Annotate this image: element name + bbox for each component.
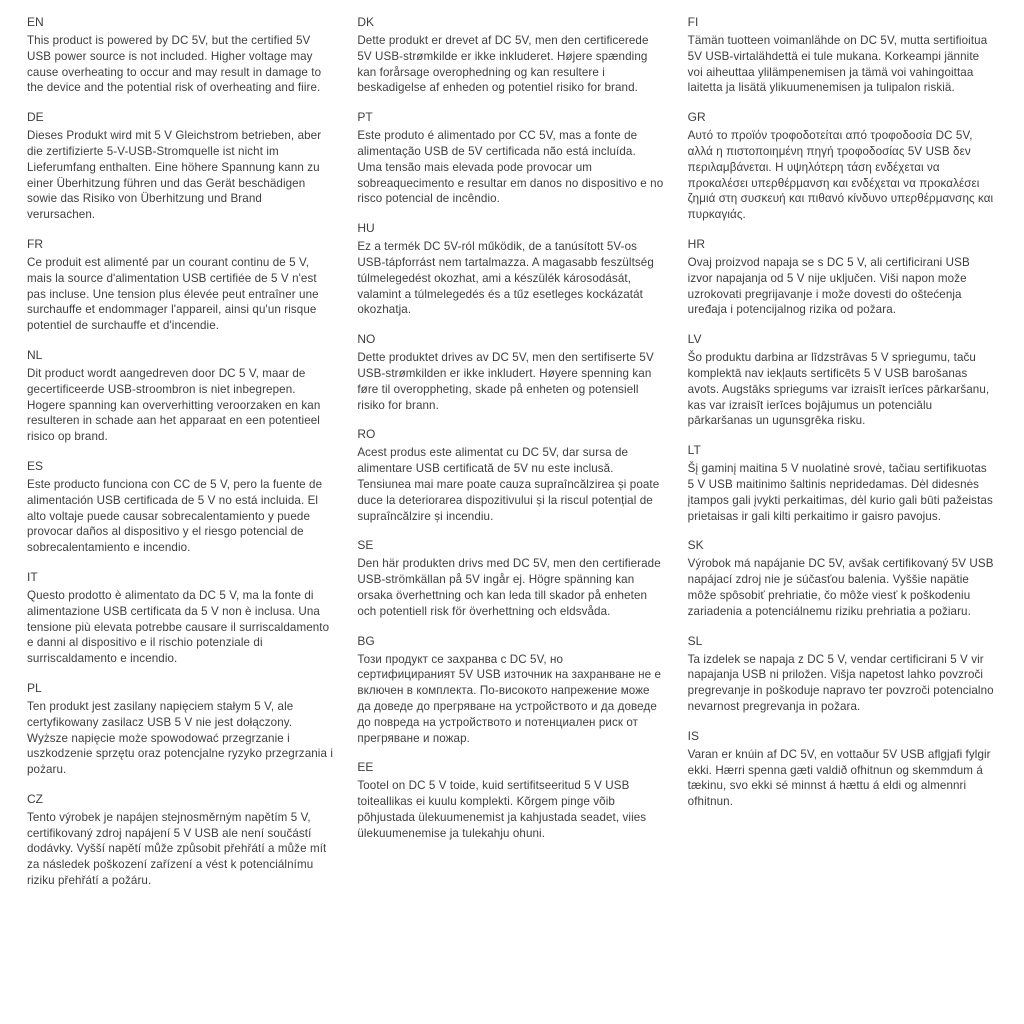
language-code: IS [687,728,699,743]
language-section-es [27,458,333,556]
language-text: Den här produkten drivs med DC 5V, men den certifierade USB-strömkällan på 5V ingår ej. Högre spänning kan orsaka överhettning och kan leda till skador på enheten och potentiell risk för överhettning och eldsvåda. [357,557,661,618]
language-code: SL [687,633,703,648]
language-section-ro [357,426,663,524]
language-code: CZ [27,791,43,806]
language-section-no [357,331,663,413]
language-text: Αυτό το προϊόν τροφοδοτείται από τροφοδοσία DC 5V, αλλά η πιστοποιημένη πηγή τροφοδοσίας 5V USB δεν περιλαμβάνεται. Η υψηλότερη τάση ενδέχεται να προκαλέσει υπερθέρμανση και ενδέχεται να προκαλέσει ζημιά στη συσκευή και πιθανό κίνδυνο υπερθέρμανσης και πυρκαγιάς. [687,129,994,222]
language-code: ES [27,458,44,473]
language-code: EN [27,15,44,29]
column-3 [688,14,994,902]
language-section-hu [357,220,663,318]
language-text: Tootel on DC 5 V toide, kuid sertifitseeritud 5 V USB toiteallikas ei kuulu komplekti. Kõrgem pinge võib põhjustada ülekuumenemist ja kahjustada seadet, viies ülekuumenemise ja tulekahju ohuni. [357,779,647,840]
language-text: Ta izdelek se napaja z DC 5 V, vendar certificirani 5 V vir napajanja USB ni priložen. Višja napetost lahko povzroči pregrevanje in poškoduje napravo ter povzroči potencialno nevarnost pregrevanja in požara. [687,652,994,713]
language-text: This product is powered by DC 5V, but the certified 5V USB power source is not included. Higher voltage may cause overheating to occur and may result in damage to the device and the potential risk of overheating and fiire. [27,34,322,95]
language-text: Questo prodotto è alimentato da DC 5 V, ma la fonte di alimentazione USB certificata da 5 V non è inclusa. Una tensione più elevata potrebbe causare il surriscaldamento e danni al dispositivo e il rischio potenziale di surriscaldamento e incendio. [27,588,330,666]
language-text: Acest produs este alimentat cu DC 5V, dar sursa de alimentare USB certificată de 5V nu este inclusă. Tensiunea mai mare poate cauza supraîncălzirea și poate duce la deteriorarea dispozitivului și la riscul potențial de supraîncălzire și incendiu. [357,446,660,523]
language-text: Dette produktet drives av DC 5V, men den sertifiserte 5V USB-strømkilden er ikke inkludert. Høyere spenning kan føre til overoppheting, skade på enheten og potensiell risiko for brann. [357,351,654,412]
language-section-nl [27,347,333,445]
language-code: SE [357,538,374,553]
language-section-fi [688,14,994,96]
language-code: GR [687,110,706,125]
language-text: Dit product wordt aangedreven door DC 5 V, maar de gecertificeerde USB-stroombron is niet inbegrepen. Hogere spanning kan oververhitting veroorzaken en kan resulteren in schade aan het apparaat en een potentieel risico op brand. [27,366,321,444]
language-section-bg [357,633,663,747]
language-section-cz [27,791,333,889]
column-2 [357,14,663,902]
language-code: FI [687,15,699,29]
language-columns [27,14,994,902]
language-code: NL [27,347,43,362]
language-text: Šį gaminį maitina 5 V nuolatinė srovė, tačiau sertifikuotas 5 V USB maitinimo šaltinis nepridedamas. Dėl didesnės įtampos gali įvykti perkaitimas, dėl kurio gali būti pažeistas prietaisas ir gali kilti perkaitimo ir gaisro pavojus. [687,462,993,523]
column-1 [27,14,333,902]
language-code: NO [357,332,376,347]
language-code: HR [687,236,705,251]
language-code: BG [357,633,375,648]
language-section-lt [688,442,994,524]
language-text: Ten produkt jest zasilany napięciem stałym 5 V, ale certyfikowany zasilacz USB 5 V nie jest dołączony. Wyższe napięcie może spowodować przegrzanie i uszkodzenie sprzętu oraz potencjalne ryzyko przegrzania i pożaru. [27,699,334,777]
language-section-dk [357,14,663,96]
language-section-gr [688,109,994,223]
language-text: Šo produktu darbina ar līdzstrāvas 5 V spriegumu, taču komplektā nav iekļauts sertificēts 5 V USB barošanas avots. Augstāks spriegums var izraisīt ierīces pārkaršanu, kas var izraisīt ierīces bojājumus un potenciālu pārkaršanas un ugunsgrēka risku. [687,351,990,428]
language-section-ee [357,759,663,841]
language-text: Ovaj proizvod napaja se s DC 5 V, ali certificirani USB izvor napajanja od 5 V nije uključen. Viši napon može uzrokovati pregrijavanje i može dovesti do oštećenja uređaja i potencijalnog rizika od požara. [687,255,970,317]
language-code: HU [357,221,375,236]
language-text: Ce produit est alimenté par un courant continu de 5 V, mais la source d'alimentation USB certifiée de 5 V n'est pas incluse. Une tension plus élevée peut entraîner une surchauffe et endommager l'appareil, ainsi qu'un risque potentiel de surchauffe et d'incendie. [27,255,319,333]
language-code: PT [357,110,373,125]
language-text: Varan er knúin af DC 5V, en vottaður 5V USB aflgjafi fylgir ekki. Hærri spenna gæti valdið ofhitnun og skemmdum á tækinu, svo ekki sé minnst á hættu á eldi og almennri ofhitnun. [687,747,991,809]
language-section-pl [27,680,333,778]
language-section-sl [688,633,994,715]
language-text: Tämän tuotteen voimanlähde on DC 5V, mutta sertifioitua 5V USB-virtalähdettä ei tule mukana. Korkeampi jännite voi aiheuttaa ylilämpenemisen ja tämä voi vahingoittaa laitetta ja lisätä ylikuumenemisen ja tulipalon riskiä. [687,34,988,95]
language-code: FR [27,236,43,251]
language-code: DE [27,110,44,125]
language-text: Dette produkt er drevet af DC 5V, men den certificerede 5V USB-strømkilde er ikke inkluderet. Højere spænding kan forårsage overophedning og kan resultere i beskadigelse af enheden og potentiel risiko for brand. [357,34,649,95]
language-code: IT [27,569,38,584]
language-text: Този продукт се захранва с DC 5V, но сертифицираният 5V USB източник на захранване не е включен в комплекта. По-високото напрежение може да доведе до прегряване на устройството и да доведе до повреда на устройството и потенциален риск от прегряване и пожар. [357,652,662,745]
language-code: LV [687,332,702,347]
language-code: DK [357,15,374,29]
language-text: Este producto funciona con CC de 5 V, pero la fuente de alimentación USB certificada de 5 V no está incluida. El alto voltaje puede causar sobrecalentamiento y puede provocar daños al dispositivo y el riesgo potencial de sobrecalentamiento e incendio. [27,477,323,555]
language-text: Ez a termék DC 5V-ról működik, de a tanúsított 5V-os USB-tápforrást nem tartalmazza. A magasabb feszültség túlmelegedést okozhat, ami a készülék károsodását, valamint a túlmelegedés és a tűz esetleges kockázatát okozhatja. [357,240,654,317]
language-code: EE [357,760,374,775]
language-section-sk [688,537,994,619]
language-section-se [357,537,663,619]
language-section-pt [357,109,663,207]
language-code: PL [27,680,42,695]
language-section-en [27,14,333,96]
language-section-lv [688,331,994,429]
language-text: Tento výrobek je napájen stejnosměrným napětím 5 V, certifikovaný zdroj napájení 5 V USB ale není součástí dodávky. Vyšší napětí může způsobit přehřátí a může mít za následek poškození zařízení a vést k potenciálnímu riziku přehřátí a požáru. [27,810,327,888]
language-section-de [27,109,333,223]
language-section-it [27,569,333,667]
language-text: Dieses Produkt wird mit 5 V Gleichstrom betrieben, aber die zertifizierte 5-V-USB-Stromquelle ist nicht im Lieferumfang enthalten. Eine höhere Spannung kann zu einer Überhitzung führen und das Gerät beschädigen sowie das Risiko von Überhitzung und Brand verursachen. [27,129,322,222]
language-section-is [688,728,994,810]
language-text: Výrobok má napájanie DC 5V, avšak certifikovaný 5V USB napájací zdroj nie je súčasťou balenia. Vyššie napätie môže spôsobiť prehriatie, čo môže viesť k poškodeniu zariadenia a potenciálnemu riziku prehriatia a požiaru. [687,557,994,618]
language-text: Este produto é alimentado por CC 5V, mas a fonte de alimentação USB de 5V certificada não está incluída. Uma tensão mais elevada pode provocar um sobreaquecimento e resultar em danos no dispositivo e no risco potencial de incêndio. [357,129,664,206]
language-code: RO [357,427,376,442]
language-section-fr [27,236,333,334]
language-code: SK [687,538,704,553]
language-section-hr [688,236,994,318]
language-code: LT [687,443,701,458]
